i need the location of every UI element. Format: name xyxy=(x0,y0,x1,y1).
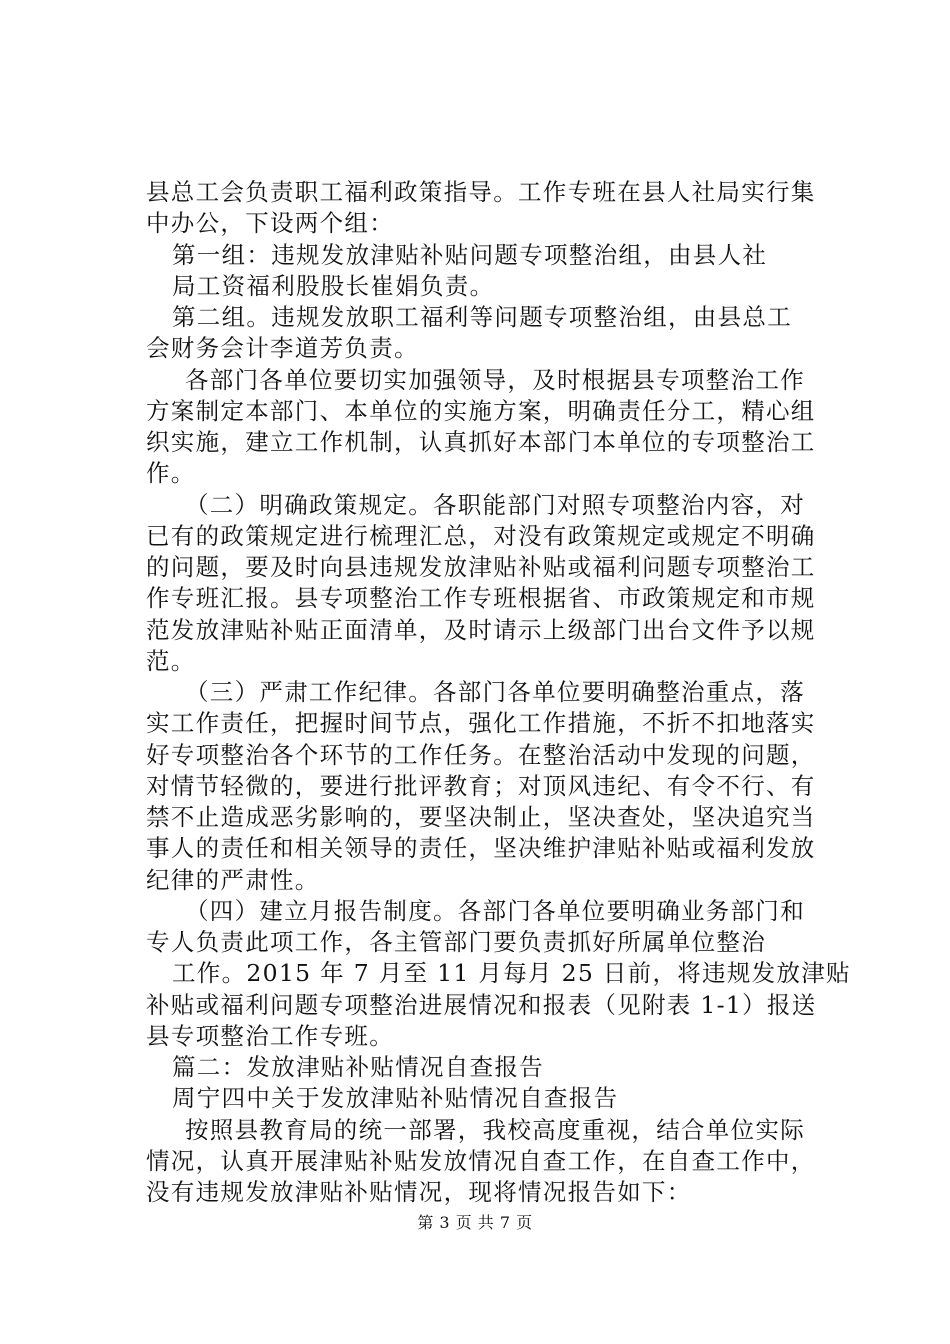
section-heading: 篇二：发放津贴补贴情况自查报告 xyxy=(172,1053,544,1081)
body-text-line: 范。 xyxy=(146,647,196,675)
body-text-line: 补贴或福利问题专项整治进展情况和报表（见附表 1-1）报送 xyxy=(146,991,817,1019)
body-text-line: （二）明确政策规定。各职能部门对照专项整治内容，对 xyxy=(185,491,805,519)
body-text-line: 第二组。违规发放职工福利等问题专项整治组，由县总工 xyxy=(172,303,792,331)
report-title: 周宁四中关于发放津贴补贴情况自查报告 xyxy=(172,1084,619,1112)
body-text-line: 工作。2015 年 7 月至 11 月每月 25 日前，将违规发放津贴 xyxy=(172,959,851,987)
body-text-line: （三）严肃工作纪律。各部门各单位要明确整治重点，落 xyxy=(185,678,805,706)
body-text-line: 县总工会负责职工福利政策指导。工作专班在县人社局实行集 xyxy=(146,178,816,206)
body-text-line: 没有违规发放津贴补贴情况，现将情况报告如下： xyxy=(146,1178,692,1206)
body-text-line: 事人的责任和相关领导的责任，坚决维护津贴补贴或福利发放 xyxy=(146,834,816,862)
page-number-footer: 第 3 页 共 7 页 xyxy=(417,1213,533,1232)
body-text-line: 中办公，下设两个组： xyxy=(146,209,394,237)
body-text-line: 局工资福利股股长崔娟负责。 xyxy=(172,272,495,300)
body-text-line: 情况，认真开展津贴补贴发放情况自查工作，在自查工作中， xyxy=(146,1147,816,1175)
body-text-line: 第一组：违规发放津贴补贴问题专项整治组，由县人社 xyxy=(172,241,768,269)
body-text-line: 范发放津贴补贴正面清单，及时请示上级部门出台文件予以规 xyxy=(146,616,816,644)
body-text-line: 作专班汇报。县专项整治工作专班根据省、市政策规定和市规 xyxy=(146,584,816,612)
body-text-line: 方案制定本部门、本单位的实施方案，明确责任分工，精心组 xyxy=(146,397,816,425)
body-text-line: 的问题，要及时向县违规发放津贴补贴或福利问题专项整治工 xyxy=(146,553,816,581)
body-text-line: 会财务会计李道芳负责。 xyxy=(146,334,419,362)
body-text-line: 织实施，建立工作机制，认真抓好本部门本单位的专项整治工 xyxy=(146,428,816,456)
body-text-line: 县专项整治工作专班。 xyxy=(146,1022,394,1050)
body-text-line: 禁不止造成恶劣影响的，要坚决制止，坚决查处，坚决追究当 xyxy=(146,803,816,831)
body-text-line: 按照县教育局的统一部署，我校高度重视，结合单位实际 xyxy=(185,1116,805,1144)
body-text-line: 已有的政策规定进行梳理汇总，对没有政策规定或规定不明确 xyxy=(146,522,816,550)
body-text-line: （四）建立月报告制度。各部门各单位要明确业务部门和 xyxy=(185,897,805,925)
body-text-line: 实工作责任，把握时间节点，强化工作措施，不折不扣地落实 xyxy=(146,709,816,737)
body-text-line: 好专项整治各个环节的工作任务。在整治活动中发现的问题， xyxy=(146,741,816,769)
body-text-line: 专人负责此项工作，各主管部门要负责抓好所属单位整治 xyxy=(146,928,766,956)
body-text-line: 纪律的严肃性。 xyxy=(146,866,320,894)
body-text-line: 对情节轻微的，要进行批评教育；对顶风违纪、有令不行、有 xyxy=(146,772,816,800)
body-text-line: 各部门各单位要切实加强领导，及时根据县专项整治工作 xyxy=(185,366,805,394)
body-text-line: 作。 xyxy=(146,459,196,487)
